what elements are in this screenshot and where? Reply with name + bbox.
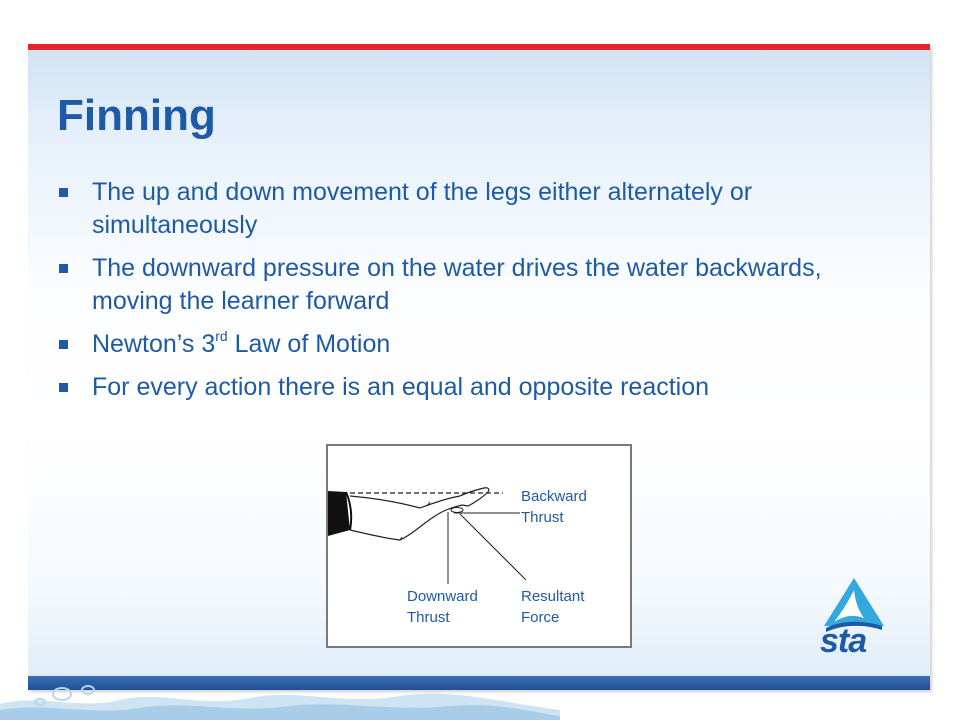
- leg-drawing: [328, 446, 630, 646]
- square-bullet-icon: [59, 264, 68, 273]
- top-accent-bar: [28, 44, 930, 50]
- downward-thrust-label: [407, 586, 478, 628]
- bullet-text-part: Newton’s 3: [92, 330, 216, 358]
- square-bullet-icon: [59, 188, 68, 197]
- label-line-1: Downward: [407, 588, 478, 605]
- thigh-upper-outline: [350, 496, 420, 508]
- square-bullet-icon: [59, 383, 68, 392]
- shin-lower-outline: [400, 505, 462, 540]
- resultant-force-line: [460, 514, 526, 580]
- foot-outline: [460, 488, 489, 506]
- shin-upper-outline: [420, 496, 460, 508]
- bullet-text: The up and down movement of the legs either alternately or simultaneously: [92, 178, 753, 239]
- superscript-ordinal: rd: [215, 327, 228, 344]
- square-bullet-icon: [59, 340, 68, 349]
- finning-force-diagram: [326, 444, 632, 648]
- bullet-item: [58, 252, 908, 318]
- resultant-force-label: [521, 586, 584, 628]
- thigh-lower-outline: [350, 530, 400, 540]
- backward-thrust-label: [521, 486, 587, 528]
- slide-title: Finning: [57, 91, 216, 140]
- label-line-1: Backward: [521, 488, 587, 505]
- bullet-item: [58, 328, 908, 361]
- label-line-2: Thrust: [407, 609, 450, 626]
- bullet-list: [58, 176, 908, 414]
- bullet-text: For every action there is an equal and opposite reaction: [92, 373, 710, 401]
- label-line-2: Thrust: [521, 509, 564, 526]
- sta-logo-text: sta: [820, 622, 867, 660]
- label-line-2: Force: [521, 609, 560, 626]
- heel-mark: [451, 508, 463, 513]
- water-wave-decoration: [0, 680, 560, 720]
- bullet-item: [58, 176, 908, 242]
- swimmer-body-shape: [328, 491, 350, 536]
- bullet-text-part: Law of Motion: [227, 330, 391, 358]
- bullet-item: [58, 371, 908, 404]
- label-line-1: Resultant: [521, 588, 585, 605]
- bullet-text: The downward pressure on the water drives the water backwards, moving the learner forward: [92, 254, 822, 315]
